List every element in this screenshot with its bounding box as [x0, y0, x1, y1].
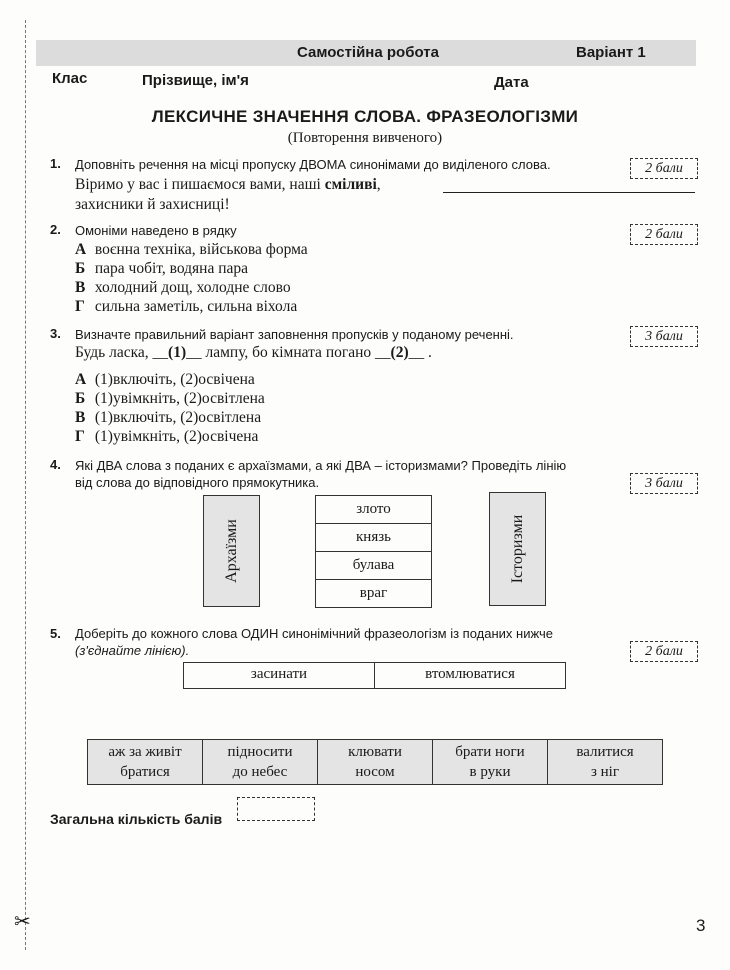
- q5-phrase-line: до небес: [232, 764, 288, 780]
- q2-option[interactable]: [75, 279, 291, 297]
- q5-phrase-line: валитися: [576, 744, 634, 760]
- q5-phrase[interactable]: [88, 740, 203, 784]
- q2-option-letter: Б: [75, 260, 86, 277]
- q2-score: 2 бали: [630, 224, 698, 245]
- scissors-icon: ✂: [14, 911, 31, 933]
- q5-phrases-row: [87, 739, 663, 785]
- q3-option[interactable]: [75, 428, 258, 446]
- q3-sentence-b: __ лампу, бо кімната погано __: [186, 344, 391, 361]
- q3-option-text: (1)увімкніть, (2)освітлена: [94, 390, 265, 407]
- q4-score: 3 бали: [630, 473, 698, 494]
- q4-word[interactable]: князь: [316, 524, 431, 552]
- q2-option[interactable]: [75, 260, 248, 278]
- q3-sentence-c: __ .: [408, 344, 432, 361]
- q3-score: 3 бали: [630, 326, 698, 347]
- page-subtitle: (Повторення вивченого): [287, 130, 443, 146]
- q5-phrase[interactable]: [203, 740, 318, 784]
- q5-phrase-line: братися: [120, 764, 170, 780]
- q4-word[interactable]: враг: [359, 585, 388, 601]
- archaisms-box[interactable]: [203, 495, 260, 607]
- q5-words-row: [183, 662, 566, 689]
- q2-option[interactable]: [75, 298, 297, 316]
- q2-option-letter: А: [75, 241, 87, 258]
- name-label: Прізвище, ім'я: [142, 72, 249, 89]
- q5-phrase-line: носом: [355, 764, 395, 780]
- q1-text: Доповніть речення на місці пропуску ДВОМА синонімами до виділеного слова.: [75, 157, 551, 172]
- q5-number: 5.: [50, 626, 61, 641]
- q5-phrase[interactable]: [318, 740, 433, 784]
- q2-text: Омоніми наведено в рядку: [75, 223, 237, 238]
- page-number: 3: [696, 916, 706, 935]
- q5-text-line1: Доберіть до кожного слова ОДИН синонімічний фразеологізм із поданих нижче: [75, 626, 554, 641]
- q1-score: 2 бали: [630, 158, 698, 179]
- q2-option-text: пара чобіт, водяна пара: [94, 260, 249, 277]
- q3-option[interactable]: [75, 409, 261, 427]
- q1-sentence-bold: сміливі: [324, 176, 377, 193]
- q3-text: Визначте правильний варіант заповнення пропусків у поданому реченні.: [75, 327, 514, 342]
- q3-option[interactable]: [75, 390, 265, 408]
- q5-score: 2 бали: [630, 641, 698, 662]
- q5-word[interactable]: засинати: [184, 663, 375, 688]
- q2-option-text: сильна заметіль, сильна віхола: [94, 298, 298, 315]
- q1-number: 1.: [50, 156, 61, 171]
- q3-option-text: (1)включіть, (2)освічена: [94, 371, 255, 388]
- q4-word[interactable]: булава: [316, 552, 431, 580]
- q2-option-letter: Г: [75, 298, 85, 315]
- q2-option[interactable]: [75, 241, 308, 259]
- q5-text-line2: (з'єднайте лінією).: [75, 643, 190, 658]
- q3-gap-1: (1): [168, 344, 187, 361]
- q5-word[interactable]: втомлюватися: [425, 666, 515, 682]
- q4-number: 4.: [50, 457, 61, 472]
- q5-phrase-line: брати ноги: [455, 744, 525, 760]
- historisms-label: Історизми: [508, 514, 526, 584]
- q3-option-letter: Б: [75, 390, 86, 407]
- q5-phrase-line: в руки: [469, 764, 511, 780]
- q4-word-column: [315, 495, 432, 608]
- q2-option-letter: В: [75, 279, 86, 296]
- q3-option-text: (1)увімкніть, (2)освічена: [94, 428, 259, 445]
- q1-sentence-line2: захисники й захисниці!: [75, 196, 230, 213]
- q5-phrase[interactable]: [548, 740, 662, 784]
- q2-option-text: воєнна техніка, військова форма: [94, 241, 308, 258]
- q3-option-letter: В: [75, 409, 86, 426]
- q1-answer-line[interactable]: [443, 192, 695, 193]
- q1-sentence-after: ,: [376, 176, 381, 193]
- date-label: Дата: [494, 74, 529, 91]
- q2-number: 2.: [50, 222, 61, 237]
- archaisms-label: Архаїзми: [222, 519, 240, 583]
- cut-line: [25, 20, 26, 950]
- q3-option[interactable]: [75, 371, 255, 389]
- q5-phrase-line: підносити: [227, 744, 293, 760]
- q3-sentence: [75, 344, 432, 362]
- q3-option-text: (1)включіть, (2)освітлена: [94, 409, 262, 426]
- historisms-box[interactable]: [489, 492, 546, 606]
- page-title: ЛЕКСИЧНЕ ЗНАЧЕННЯ СЛОВА. ФРАЗЕОЛОГІЗМИ: [151, 107, 579, 126]
- q3-sentence-a: Будь ласка, __: [75, 344, 169, 361]
- total-score-box[interactable]: [237, 797, 315, 821]
- q3-gap-2: (2): [390, 344, 409, 361]
- q3-option-letter: А: [75, 371, 87, 388]
- q4-text-line2: від слова до відповідного прямокутника.: [75, 475, 320, 490]
- q4-text-line1: Які ДВА слова з поданих є архаїзмами, а які ДВА – історизмами? Проведіть лінію: [75, 458, 567, 473]
- q2-option-text: холодний дощ, холодне слово: [94, 279, 291, 296]
- q3-number: 3.: [50, 326, 61, 341]
- q3-option-letter: Г: [75, 428, 85, 445]
- class-label: Клас: [52, 70, 88, 87]
- q5-phrase[interactable]: [433, 740, 548, 784]
- variant-label: Варіант 1: [576, 44, 646, 61]
- q1-sentence-before: Віримо у вас і пишаємося вами, наші: [75, 176, 325, 193]
- q1-sentence: [75, 176, 381, 194]
- total-score-label: Загальна кількість балів: [50, 811, 223, 827]
- q5-phrase-line: з ніг: [590, 764, 619, 780]
- q5-phrase-line: аж за живіт: [108, 744, 182, 760]
- q4-word[interactable]: злото: [316, 496, 431, 524]
- q5-phrase-line: клювати: [348, 744, 402, 760]
- work-label: Самостійна робота: [297, 44, 439, 61]
